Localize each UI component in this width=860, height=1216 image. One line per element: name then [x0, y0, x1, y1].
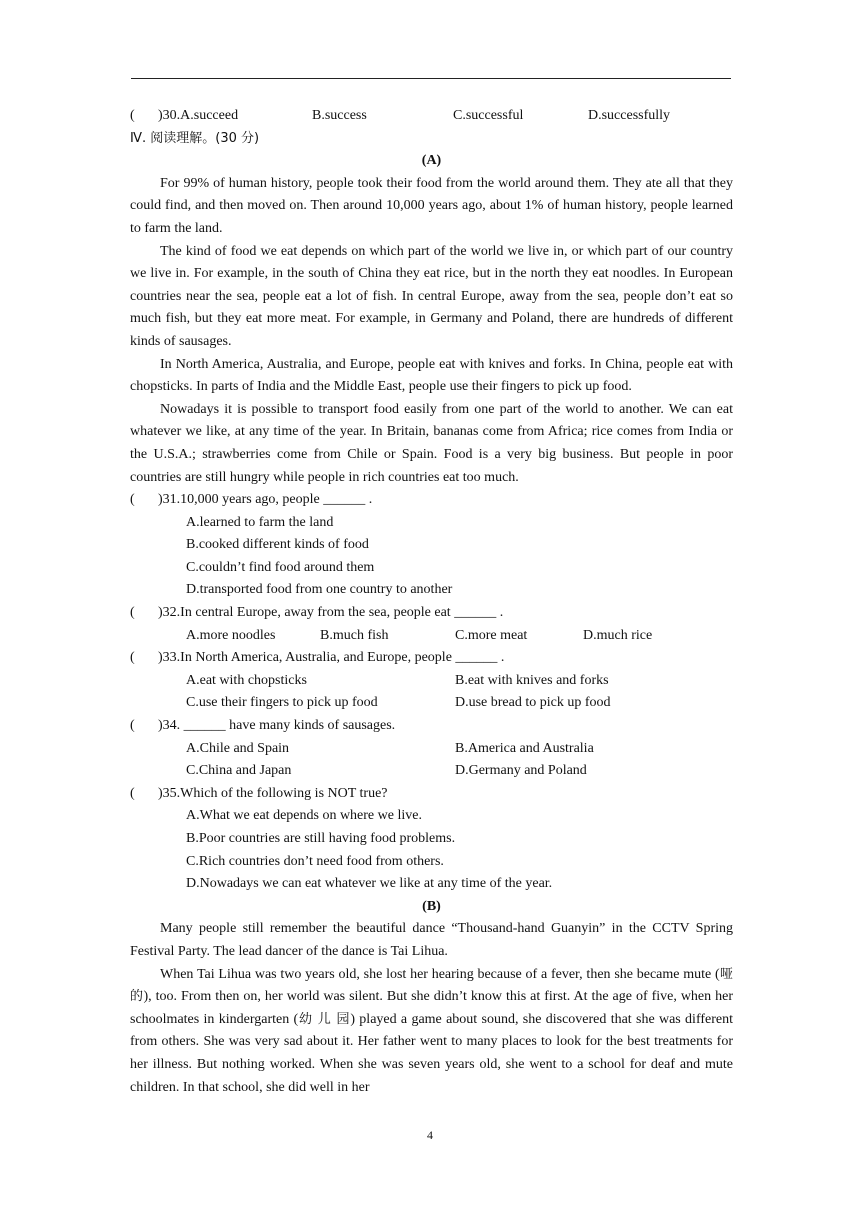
option-row: [130, 692, 733, 715]
option-c: C.couldn’t find food around them: [186, 559, 375, 575]
chinese-gloss: 幼 儿 园: [298, 1011, 351, 1027]
option-c: C.more meat: [455, 627, 528, 643]
text-run: ), too. From then on, her world was silent. But she didn’t know this at first. At the age of five, when her schoolmates in kindergarten (: [130, 989, 733, 1027]
option-row: [130, 534, 733, 557]
option-b: B.eat with knives and forks: [455, 672, 609, 688]
passage-b-paragraph: Many people still remember the beautiful dance “Thousand-hand Guanyin” in the CCTV Spring Festival Party. The lead dancer of the dance is Tai Lihua.: [130, 921, 733, 959]
question-stem: )34. ______ have many kinds of sausages.: [158, 718, 396, 734]
passage-a-paragraph: In North America, Australia, and Europe, people eat with knives and forks. In China, people eat with chopsticks. In parts of India and the Middle East, people use their fingers to pick up food.: [130, 356, 733, 395]
question-33: [130, 647, 733, 670]
question-35: [130, 783, 733, 806]
text-run: When Tai Lihua was two years old, she lost her hearing because of a fever, then she became mute (: [160, 966, 720, 982]
option-row: [130, 512, 733, 535]
option-a: A.eat with chopsticks: [186, 672, 307, 688]
passage-a-paragraph: Nowadays it is possible to transport food easily from one part of the world to another. We can eat whatever we like, at any time of the year. In Britain, bananas come from Africa; rice comes from India or the U.S.A.; strawberries come from Chile or Spain. Food is a very big business. But people in poor countries are still hungry while people in rich countries eat too much.: [130, 401, 733, 485]
question-stem: )31.10,000 years ago, people ______ .: [158, 492, 373, 508]
passage-b-title: (B): [422, 898, 441, 914]
option-c: C.successful: [453, 108, 524, 123]
option-c: C.use their fingers to pick up food: [186, 695, 378, 711]
option-b: B.America and Australia: [455, 740, 594, 756]
option-c: C.China and Japan: [186, 763, 292, 779]
page-number: 4: [427, 1128, 433, 1142]
option-d: D.successfully: [588, 108, 671, 123]
document-page: [130, 105, 733, 1099]
option-d: D.use bread to pick up food: [455, 695, 611, 711]
option-row: [130, 760, 733, 783]
passage-a-paragraph: For 99% of human history, people took their food from the world around them. They ate all that they could find, and then moved on. Then around 10,000 years ago, about 1% of human history, people learned to farm the land.: [130, 175, 733, 236]
option-row: [130, 873, 733, 896]
answer-paren: (: [130, 605, 135, 621]
option-row: [130, 670, 733, 693]
option-row: [130, 738, 733, 761]
answer-paren: (: [130, 785, 135, 801]
option-d: D.Germany and Poland: [455, 763, 587, 779]
option-b: B.Poor countries are still having food problems.: [186, 831, 456, 846]
option-b: B.success: [312, 108, 367, 123]
passage-a-title: (A): [421, 153, 442, 169]
option-a: A.learned to farm the land: [186, 514, 334, 530]
chinese-gloss: 哑的: [130, 966, 733, 1005]
option-row: [130, 805, 733, 828]
question-stem: )35.Which of the following is NOT true?: [158, 785, 388, 801]
option-row: [130, 625, 733, 648]
option-d: D.transported food from one country to another: [186, 582, 453, 598]
question-31: [130, 489, 733, 512]
question-stem: )30.A.succeed: [158, 108, 239, 123]
option-a: A.Chile and Spain: [186, 740, 290, 756]
answer-paren: (: [130, 718, 135, 734]
option-row: [130, 828, 733, 851]
option-a: A.What we eat depends on where we live.: [186, 808, 422, 824]
option-row: [130, 557, 733, 580]
header-rule: [131, 78, 731, 79]
option-d: D.much rice: [583, 627, 653, 643]
question-30: [130, 105, 733, 128]
section-heading: Ⅳ. 阅读理解。(30 分): [130, 130, 260, 146]
option-b: B.much fish: [320, 627, 389, 643]
option-b: B.cooked different kinds of food: [186, 537, 369, 553]
answer-paren: (: [130, 650, 135, 666]
answer-paren: (: [130, 108, 135, 123]
answer-paren: (: [130, 492, 135, 508]
option-row: [130, 851, 733, 874]
question-stem: )32.In central Europe, away from the sea, people eat ______ .: [158, 605, 504, 621]
passage-b-paragraph: [130, 964, 733, 1100]
passage-a-paragraph: The kind of food we eat depends on which part of the world we live in, or which part of our country we live in. For example, in the south of China they eat rice, but in the north they eat noodles. In European countries near the sea, people eat a lot of fish. In central Europe, away from the sea, people don’t eat so much fish, but they eat more meat. For example, in Germany and Poland, there are hundreds of different kinds of sausages.: [130, 243, 733, 349]
option-d: D.Nowadays we can eat whatever we like at any time of the year.: [186, 876, 553, 892]
text-run: ) played a game about sound, she discovered that she was different from others. She was very sad about it. Her father went to many places to look for the best treatments for her illness. But nothing worked. When she was seven years old, she went to a school for deaf and mute children. In that school, she did well in her: [130, 1011, 733, 1095]
option-row: [130, 579, 733, 602]
question-stem: )33.In North America, Australia, and Europe, people ______ .: [158, 650, 505, 666]
question-32: [130, 602, 733, 625]
question-34: [130, 715, 733, 738]
option-c: C.Rich countries don’t need food from others.: [186, 853, 444, 869]
option-a: A.more noodles: [186, 627, 276, 643]
